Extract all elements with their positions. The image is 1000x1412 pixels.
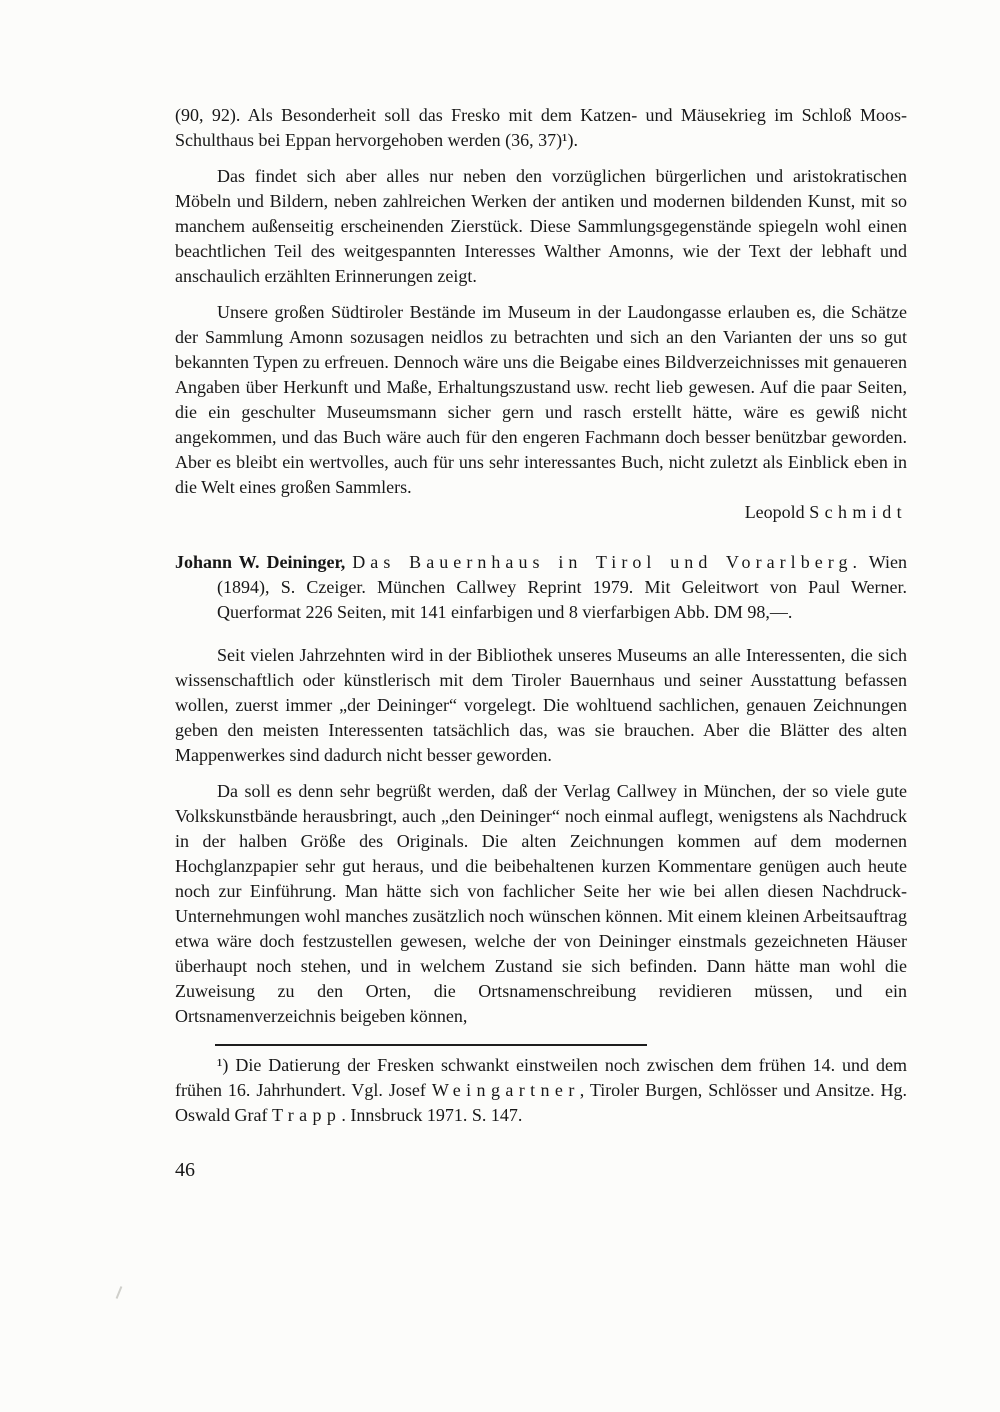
bibliographic-entry [175, 550, 907, 625]
footnote-text: . Innsbruck 1971. S. 147. [341, 1105, 523, 1125]
paragraph-continuation: (90, 92). Als Besonderheit soll das Fresko mit dem Katzen- und Mäusekrieg im Schloß Moos-Schulthaus bei Eppan hervorgehoben werden (36, 37)¹). [175, 105, 907, 150]
footnote-author-name: Weingartner [431, 1080, 580, 1100]
page-number: 46 [175, 1159, 195, 1181]
paragraph: Das findet sich aber alles nur neben den vorzüglichen bürgerlichen und aristokratischen Möbeln und Bildern, neben zahlreichen Werken der antiken und modernen bildenden Kunst, mit so manchem außenseitig erscheinenden Zierstück. Diese Sammlungsgegenstände spiegeln wohl einen beachtlichen Teil des weitgespannten Interesses Walther Amonns, wie der Text der lebhaft und anschaulich erzählten Erinnerungen zeigt. [175, 166, 907, 286]
entry-author: Johann W. Deininger, [175, 552, 346, 572]
scan-artifact [116, 1286, 123, 1299]
footnote-editor-name: Trapp [271, 1105, 342, 1125]
paragraph: Unsere großen Südtiroler Bestände im Museum in der Laudongasse erlauben es, die Schätze der Sammlung Amonn sozusagen neidlos zu betrachten und sich an den Varianten der uns so gut bekannten Typen zu erfreuen. Dennoch wäre uns die Beigabe eines Bildverzeichnisses mit genaueren Angaben über Herkunft und Maße, Erhaltungszustand usw. recht lieb gewesen. Auf die paar Seiten, die ein geschulter Museumsmann sicher gern und rasch erstellt hätte, wäre es gewiß nicht angekommen, und das Buch wäre auch für den engeren Fachmann doch besser benützbar geworden. Aber es bleibt ein wertvolles, auch für uns sehr interessantes Buch, nicht zuletzt als Einblick eben in die Welt eines großen Sammlers. [175, 302, 907, 497]
paragraph: Da soll es denn sehr begrüßt werden, daß der Verlag Callwey in München, der so viele gute Volkskunstbände herausbringt, auch „den Deininger“ noch einmal auflegt, wenigstens als Nachdruck in der halben Größe des Originals. Die alten Zeichnungen kommen auf dem modernen Hochglanzpapier sehr gut heraus, und die beibehaltenen kurzen Kommentare genügen auch heute noch zur Einführung. Man hätte sich von fachlicher Seite her wie bei allen diesen Nachdruck-Unternehmungen wohl manches zusätzlich noch wünschen können. Mit einem kleinen Arbeitsauftrag etwa wäre doch festzustellen gewesen, welche der von Deininger einstmals gezeichneten Häuser überhaupt noch stehen, und in welchem Zustand sie sich befinden. Dann hätte man wohl die Zuweisung zu den Orten, die Ortsnamenschreibung revidieren müssen, und ein Ortsnamenverzeichnis beigeben können, [175, 781, 907, 1026]
footnote-separator [215, 1044, 647, 1046]
paragraph: Seit vielen Jahrzehnten wird in der Bibliothek unseres Museums an alle Interessenten, die sich wissenschaftlich oder künstlerisch mit dem Tiroler Bauernhaus und seiner Ausstattung befassen wollen, zuerst immer „der Deininger“ vorgelegt. Die wohltuend sachlichen, genauen Zeichnungen geben den meisten Interessenten tatsächlich das, was sie brauchen. Aber die Blätter des alten Mappenwerkes sind dadurch nicht besser geworden. [175, 645, 907, 765]
text-block [175, 103, 907, 1183]
entry-title: Das Bauernhaus in Tirol und Vorarlberg. [352, 552, 863, 572]
footnote-text: , Tiroler Burgen, Schlösser und Ansitze. Hg. Oswald Graf [175, 1080, 908, 1125]
footnote-text: ¹) Die Datierung der Fresken schwankt einstweilen noch zwischen dem frühen 14. und dem frühen 16. Jahrhundert. Vgl. Josef [175, 1055, 907, 1100]
signature-firstname: Leopold [744, 502, 805, 522]
signature-lastname: Schmidt [809, 502, 907, 522]
footnote [175, 1053, 907, 1128]
entry-details: Wien (1894), S. Czeiger. München Callwey Reprint 1979. Mit Geleitwort von Paul Werner. Querformat 226 Seiten, mit 141 einfarbigen und 8 vierfarbigen Abb. DM 98,—. [217, 552, 907, 622]
review-signature [175, 500, 907, 525]
